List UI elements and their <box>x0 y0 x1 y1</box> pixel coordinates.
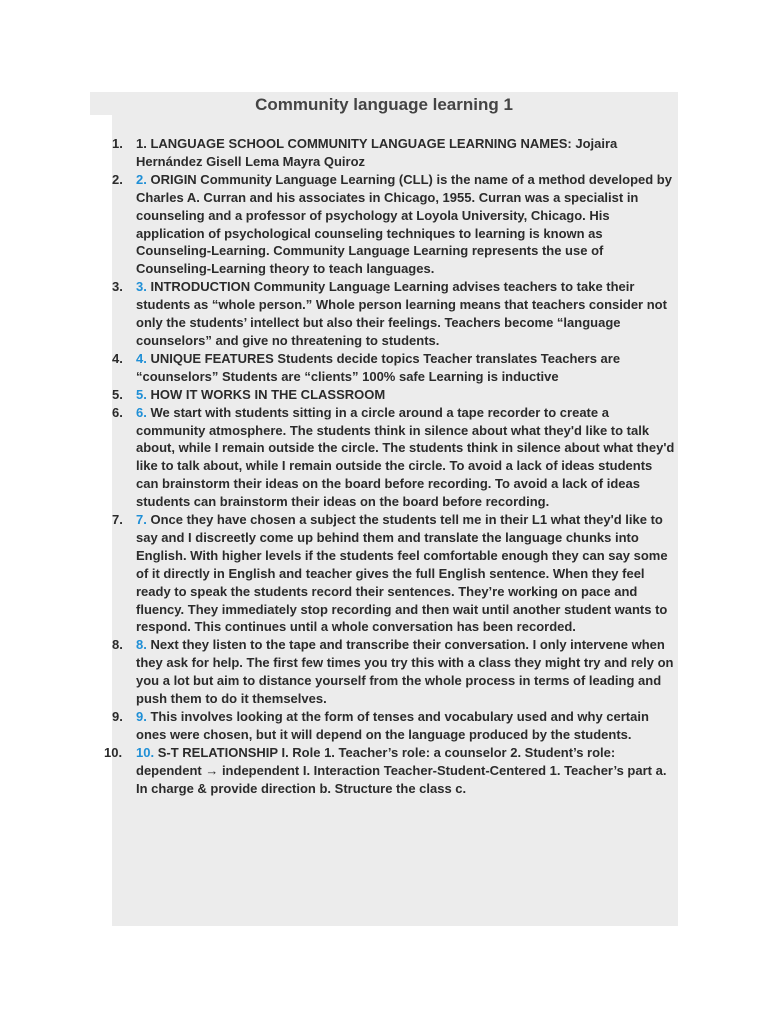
list-item-text: Next they listen to the tape and transcribe their conversation. I only intervene when they ask for help. The first few times you try this with a class they might try and rely on you a lot but aim to distance yourself from the whole process in terms of leading and push them to do it themselves. <box>136 637 674 707</box>
list-item <box>112 135 678 171</box>
list-item-number: 1. <box>112 136 123 151</box>
page-margin <box>90 115 112 926</box>
list-item <box>112 404 678 511</box>
list-item-text: We start with students sitting in a circle around a tape recorder to create a community atmosphere. The students think in silence about what they'd like to talk about, while I remain outside the circle. The students think in silence about what they'd like to talk about, while I remain outside the circle. To avoid a lack of ideas students can brainstorm their ideas on the board before recording. To avoid a lack of ideas students can brainstorm their ideas on the board before recording. <box>136 404 675 510</box>
slide-link[interactable]: 3. <box>136 279 147 295</box>
document-list <box>104 135 678 798</box>
list-item-text: This involves looking at the form of tenses and vocabulary used and why certain ones were chosen, but it will depend on the language produced by the students. <box>136 709 649 742</box>
list-item-number: 8. <box>112 637 123 653</box>
list-item <box>104 744 678 798</box>
list-item-number: 6. <box>112 404 123 420</box>
slide-link[interactable]: 7. <box>136 512 147 528</box>
list-item <box>112 708 678 744</box>
list-item <box>112 350 678 386</box>
document-title: Community language learning 1 <box>255 95 513 114</box>
list-item-number: 5. <box>112 386 123 402</box>
list-item <box>112 171 678 278</box>
list-item <box>112 386 678 404</box>
list-item <box>112 636 678 708</box>
list-item-text: 1. LANGUAGE SCHOOL COMMUNITY LANGUAGE LEARNING NAMES: Jojaira Hernández Gisell Lema Mayra Quiroz <box>136 136 618 169</box>
list-item-text: Once they have chosen a subject the students tell me in their L1 what they'd like to say and I discreetly come up behind them and translate the language chunks into English. With higher levels if the students feel comfortable enough they can say some of it directly in English and teacher gives the full English sentence. When they feel ready to speak the students record their sentences. They’re working on pace and fluency. They immediately stop recording and then wait until another student wants to respond. This continues until a whole conversation has been recorded. <box>136 512 668 635</box>
list-item-text: HOW IT WORKS IN THE CLASSROOM <box>150 386 386 402</box>
list-item-number: 2. <box>112 171 123 187</box>
list-item <box>112 511 678 636</box>
slide-link[interactable]: 4. <box>136 350 147 366</box>
list-item-text: INTRODUCTION Community Language Learning advises teachers to take their students as “whole person.” Whole person learning means that teachers consider not only the students’ intellect but also their feelings. Teachers become “language counselors” and give no threatening to students. <box>136 279 667 348</box>
list-item <box>112 278 678 350</box>
list-item-number: 4. <box>112 350 123 366</box>
list-item-text: S-T RELATIONSHIP I. Role 1. Teacher’s role: a counselor 2. Student’s role: dependent → independent I. Interaction Teacher-Student-Centered 1. Teacher’s part a. In charge & provide direction b. Structure the class c. <box>136 744 667 796</box>
list-item-number: 10. <box>104 744 123 760</box>
slide-link[interactable]: 5. <box>136 386 147 402</box>
slide-link[interactable]: 10. <box>136 744 155 760</box>
slide-link[interactable]: 6. <box>136 404 147 420</box>
slide-link[interactable]: 9. <box>136 709 147 724</box>
list-item-number: 9. <box>112 709 123 724</box>
slide-link[interactable]: 8. <box>136 637 147 653</box>
list-item-text: ORIGIN Community Language Learning (CLL) is the name of a method developed by Charles A. Curran and his associates in Chicago, 1955. Curran was a specialist in counseling and a professor of psychology at Loyola University, Chicago. His application of psychological counseling techniques to learning is known as Counseling-Learning. Community Language Learning represents the use of Counseling-Learning theory to teach languages. <box>136 171 672 277</box>
slide-link[interactable]: 2. <box>136 171 147 187</box>
list-item-number: 7. <box>112 512 123 528</box>
list-item-text: UNIQUE FEATURES Students decide topics Teacher translates Teachers are “counselors” Students are “clients” 100% safe Learning is inductive <box>136 350 621 384</box>
list-item-number: 3. <box>112 279 123 295</box>
